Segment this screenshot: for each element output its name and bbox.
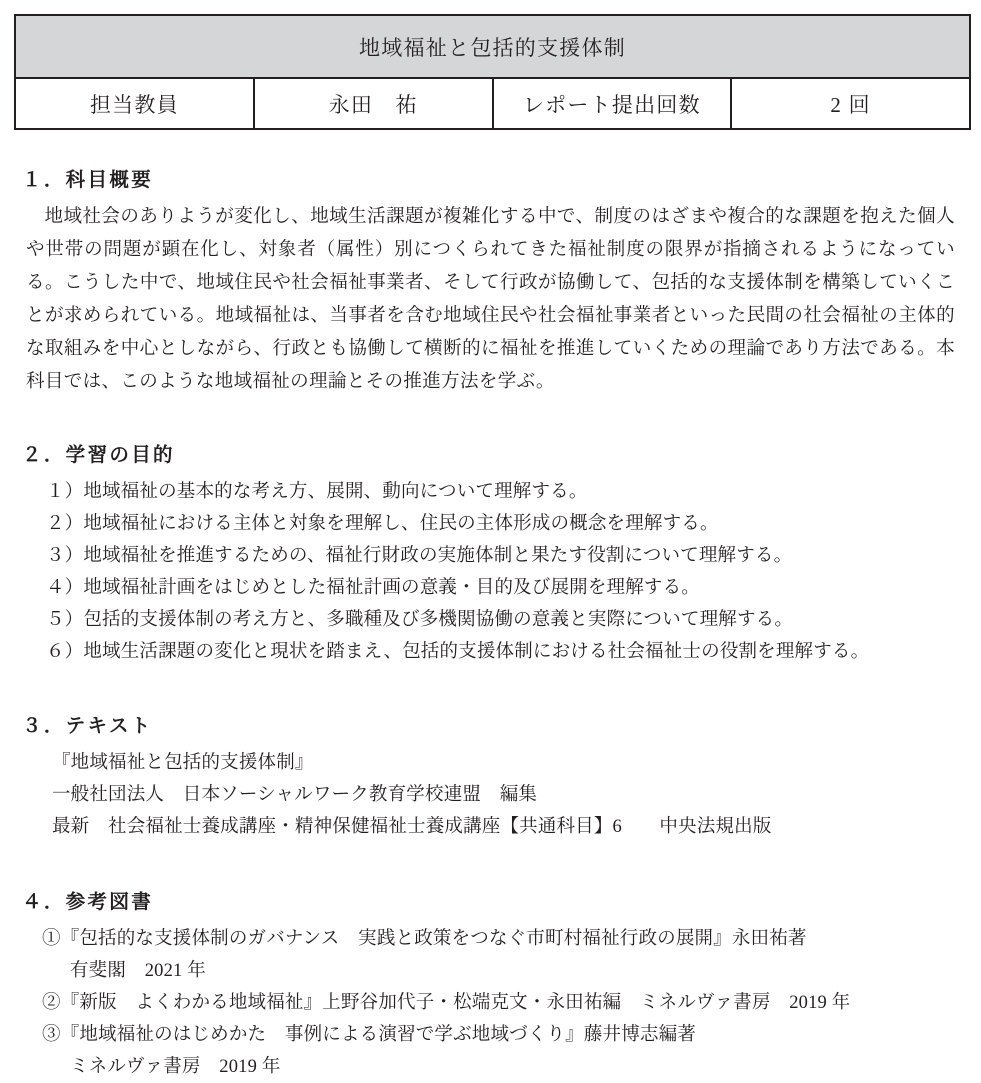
instructor-name: 永田 祐	[254, 78, 493, 129]
page-title: 地域福祉と包括的支援体制	[15, 15, 970, 78]
table-row-info	[15, 78, 970, 129]
list-item: ２）地域福祉における主体と対象を理解し、住民の主体形成の概念を理解する。	[46, 513, 719, 534]
section-heading-references: ４．参考図書	[22, 891, 154, 913]
textbook-editor: 一般社団法人 日本ソーシャルワーク教育学校連盟 編集	[52, 784, 538, 805]
list-item: ②『新版 よくわかる地域福祉』上野谷加代子・松端克文・永田祐編 ミネルヴァ書房 2019 年	[42, 992, 851, 1013]
textbook-title: 『地域福祉と包括的支援体制』	[52, 752, 314, 773]
list-item: ４）地域福祉計画をはじめとした福祉計画の意義・目的及び展開を理解する。	[46, 577, 700, 598]
section-heading-objectives: ２．学習の目的	[22, 444, 175, 466]
list-item: ５）包括的支援体制の考え方と、多職種及び多機関協働の意義と実際について理解する。	[46, 609, 794, 630]
table-row-title	[15, 15, 970, 78]
list-item: ③『地域福祉のはじめかた 事例による演習で学ぶ地域づくり』藤井博志編著	[42, 1024, 696, 1045]
list-item: １）地域福祉の基本的な考え方、展開、動向について理解する。	[46, 481, 588, 502]
section-textbook	[12, 710, 969, 844]
section-overview	[12, 164, 969, 399]
overview-body-text: 地域社会のありようが変化し、地域生活課題が複雑化する中で、制度のはざまや複合的な課題を抱えた個人や世帯の問題が顕在化し、対象者（属性）別につくられてきた福祉制度の限界が指摘されるようになっている。こうした中で、地域住民や社会福祉事業者、そして行政が協働して、包括的な支援体制を構築していくことが求められている。地域福祉は、当事者を含む地域住民や社会福祉事業者といった民間の社会福祉の主体的な取組みを中心としながら、行政とも協働して横断的に福祉を推進していくための理論であり方法である。本科目では、このような地域福祉の理論とその推進方法を学ぶ。	[26, 207, 955, 392]
section-references	[12, 886, 969, 1083]
list-item: ３）地域福祉を推進するための、福祉行財政の実施体制と果たす役割について理解する。	[46, 545, 793, 566]
section-objectives	[12, 439, 969, 668]
list-item-detail: 有斐閣 2021 年	[70, 960, 206, 981]
list-item-detail: ミネルヴァ書房 2019 年	[70, 1056, 281, 1077]
report-count-value: 2 回	[731, 78, 970, 129]
instructor-label: 担当教員	[15, 78, 254, 129]
textbook-publisher: 最新 社会福祉士養成講座・精神保健福祉士養成講座【共通科目】6 中央法規出版	[52, 817, 772, 838]
section-heading-overview: １．科目概要	[22, 170, 154, 191]
report-count-label: レポート提出回数	[493, 78, 732, 129]
objectives-list	[12, 476, 969, 668]
list-item: ①『包括的な支援体制のガバナンス 実践と政策をつなぐ市町村福祉行政の展開』永田祐著	[42, 928, 807, 949]
section-heading-textbook: ３．テキスト	[22, 715, 153, 737]
list-item: ６）地域生活課題の変化と現状を踏まえ、包括的支援体制における社会福祉士の役割を理解する。	[46, 641, 870, 662]
course-header-table	[14, 14, 971, 130]
